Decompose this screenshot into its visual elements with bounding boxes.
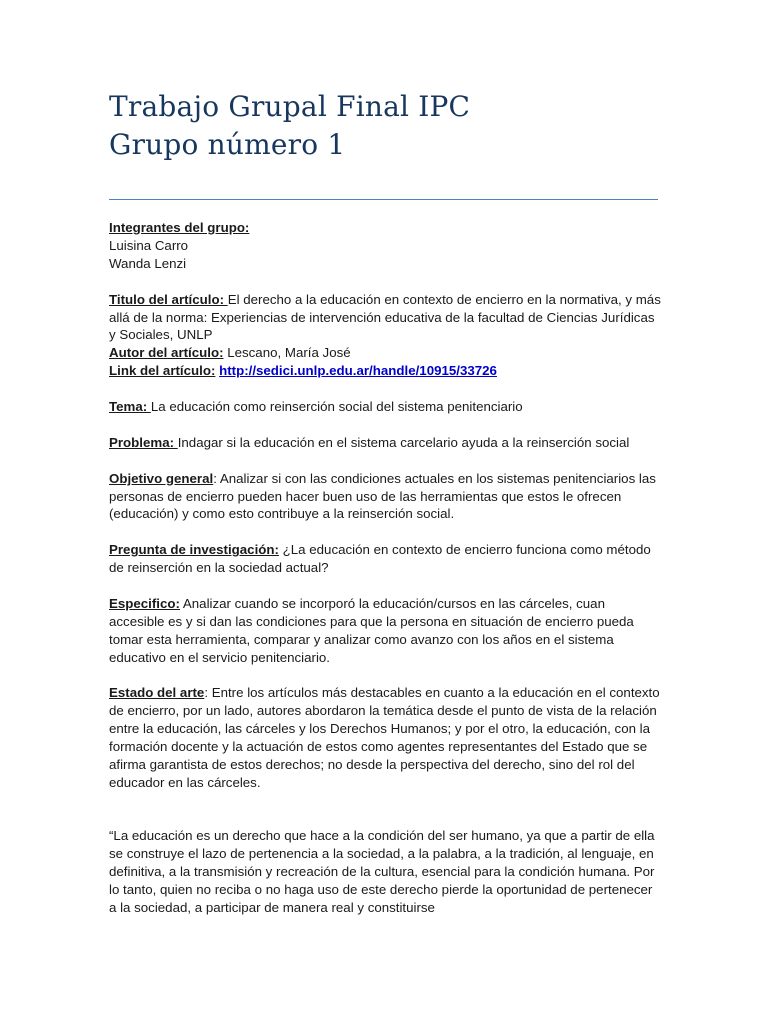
especifico-section	[109, 595, 661, 667]
member-name: Luisina Carro	[109, 237, 189, 253]
members-section	[109, 219, 661, 273]
pregunta-text: ¿La educación en contexto de encierro funciona como método de reinserción en la sociedad actual?	[109, 542, 651, 576]
tema-label: Tema:	[109, 399, 151, 415]
pregunta-section	[109, 541, 661, 577]
objetivo-text: : Analizar si con las condiciones actuales en los sistemas penitenciarios las personas de encierro pueden hacer buen uso de las herramientas que estos le ofrecen (educación) y como esto contribuye a la reinserción social.	[109, 470, 656, 522]
estado-label: Estado del arte	[109, 685, 205, 701]
estado-section	[109, 684, 661, 791]
document-page	[109, 0, 661, 934]
article-link[interactable]: http://sedici.unlp.edu.ar/handle/10915/33726	[219, 363, 497, 379]
document-title	[109, 0, 661, 164]
title-divider	[109, 199, 658, 200]
article-title-label: Titulo del artículo:	[109, 291, 228, 307]
quote-paragraph: “La educación es un derecho que hace a la condición del ser humano, ya que a partir de ella se construye el lazo de pertenencia a la sociedad, a la palabra, a la tradición, al lenguaje, en definitiva, a la transmisión y recreación de la cultura, esencial para la condición humana. Por lo tanto, quien no reciba o no haga uso de este derecho pierde la oportunidad de pertenecer a la sociedad, a participar de manera real y constituirse	[109, 827, 655, 915]
tema-text: La educación como reinserción social del sistema penitenciario	[150, 399, 523, 415]
article-section	[109, 291, 661, 381]
article-title-text: El derecho a la educación en contexto de encierro en la normativa, y más allá de la norma: Experiencias de intervención educativa de la facultad de Ciencias Jurídicas y Sociales, UNLP	[109, 291, 661, 343]
especifico-label: Especifico:	[109, 595, 180, 611]
estado-text: : Entre los artículos más destacables en cuanto a la educación en el contexto de encierro, por un lado, autores abordaron la temática desde el punto de vista de la relación entre la educación, las cárceles y los Derechos Humanos; y por el otro, la educación, con la formación docente y la actuación de estos como agentes representantes del Estado que se afirma garantista de estos derechos; no desde la perspectiva del derecho, sino del rol del educador en las cárceles.	[109, 685, 660, 790]
problema-section	[109, 434, 661, 452]
objetivo-section	[109, 470, 661, 524]
objetivo-label: Objetivo general	[109, 470, 214, 486]
title-line-1: Trabajo Grupal Final IPC	[109, 90, 471, 123]
article-link-label: Link del artículo:	[109, 363, 216, 379]
pregunta-label: Pregunta de investigación:	[109, 542, 279, 558]
problema-label: Problema:	[109, 434, 178, 450]
problema-text: Indagar si la educación en el sistema carcelario ayuda a la reinserción social	[177, 434, 630, 450]
members-label: Integrantes del grupo:	[109, 220, 250, 235]
article-author-label: Autor del artículo:	[109, 345, 224, 361]
title-line-2: Grupo número 1	[109, 128, 346, 161]
article-author-row	[109, 344, 661, 362]
article-author-text: Lescano, María José	[223, 345, 351, 361]
member-name: Wanda Lenzi	[109, 255, 187, 271]
article-link-row	[109, 362, 661, 380]
especifico-text: Analizar cuando se incorporó la educación/cursos en las cárceles, cuan accesible es y si dan las condiciones para que la persona en situación de encierro pueda tomar esta herramienta, comparar y analizar como avanzo con los años en el sistema educativo en el servicio penitenciario.	[109, 595, 634, 665]
document-body	[109, 219, 661, 916]
tema-section	[109, 398, 661, 416]
